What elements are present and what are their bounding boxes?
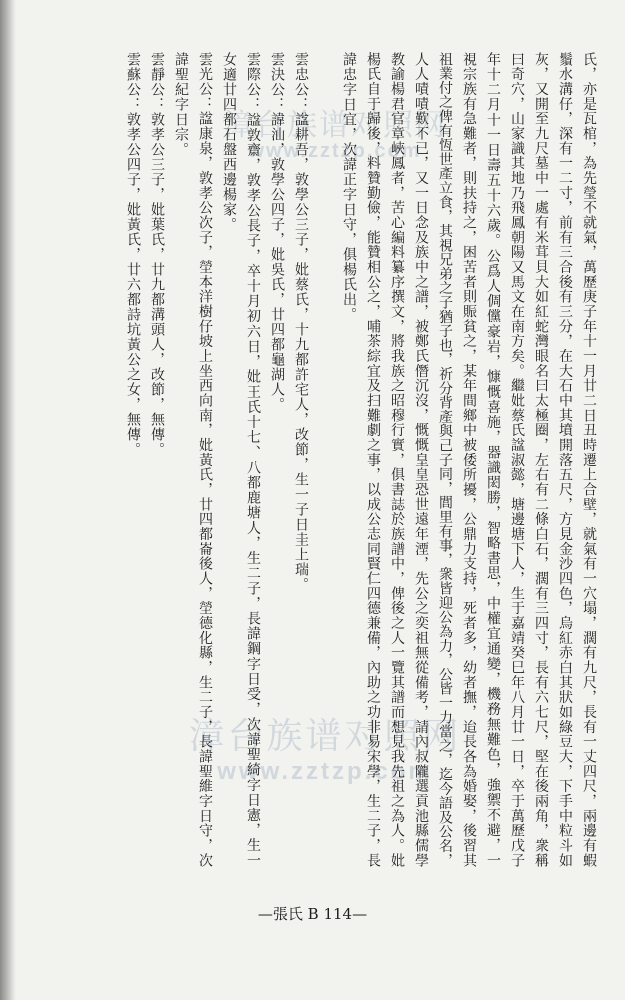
book-binding-shadow [0, 0, 16, 1000]
text-column-1: 氏，亦是瓦棺，為先瑩不就氣，萬歷庚子年十一月廿二日丑時遷上合壁，就氣有一穴塌，濶有九尺，長有一丈四尺，兩邊有蝦 [581, 52, 597, 867]
watermark-url: www.zztzp.com [217, 758, 433, 785]
text-column-2: 鬚水溝仔，深有一二寸，前有三合後有三分，在大石中其墳開落五尺，方見金沙四色，烏紅赤白其狀如綠豆大，下手中粒斗如 [557, 52, 573, 867]
text-column-5: 年十二月十一日壽五十六歲。公爲人倜儻豪岩，慷慨喜施，器識閎勝，智略書思，中權宜通變，機務無難色，強禦不避，一 [485, 52, 501, 867]
text-column-10: 楊氏自于歸後，料贊勤儉，能贊相公之，哺茶綜宜及扫難劇之事，以成公志同賢仁四德兼備，內助之功非易宋學，生二子，長 [365, 52, 381, 867]
page-number-footer: —張氏 B 114— [257, 905, 368, 923]
genealogy-entry-yunjing: 雲靜公：敦孝公三子，妣葉氏，廿九都溝頭人，改節，無傳。 [149, 52, 165, 457]
genealogy-entry-yunjue: 雲決公：諱汕，敦學公四子，妣吳氏，廿四都龜湖人。 [269, 52, 285, 412]
text-column-8: 人人嘖嘖歎不已，又一日念及族中之譜，被鄭氏僭沉沒，慨慨皇皇恐世遠年湮，先公之奕祖無從備考，請內叔隴選貢池縣儒學 [413, 52, 429, 867]
watermark-site-name: 漳台族谱对照网 [223, 108, 447, 143]
text-column-9: 教諭楊君官章峽鳳者，苦心編料纂序撰文，將我族之昭穆行實，俱書誌於族譜中，俾後之人一覽其譜而想見我先祖之為人。妣 [389, 52, 405, 867]
genealogy-entry-yunzhong: 雲忠公：諡耕吾，敦學公三子，妣蔡氏，十九都許宅人，改節，生一子日圭上瑞。 [293, 52, 309, 592]
text-column-3: 灰，又開至九尺墓中一處有米茸貝大如紅蛇灣眼名曰太極圈，左右有二條白石，濶有三四寸，長有六七尺，堅在後兩角，衆稱 [533, 52, 549, 867]
genealogy-entry-yunguang: 雲光公：諡康泉，敦孝公次子，塋本洋樹仔坡上坐西向南，妣黃氏，廿四都崙後人，塋德化縣，生二子，長諱聖維字日守，次 [197, 52, 213, 867]
genealogy-entry-yunji: 雲際公：諡敦齋，敦孝公長子，卒十月初六日，妣王氏十七、八都鹿塘人，生二子，長諱鋼字日受，次諱聖綺字日憲，生一 [245, 52, 261, 867]
text-column-4: 曰奇穴，山家識其地乃飛鳳朝陽又馬文在南方矣。繼妣蔡氏諡淑懿，塘邊塘下人，生于嘉靖癸巳年八月廿一日，卒于萬歷戊子 [509, 52, 525, 867]
genealogy-entry-yunsu: 雲蘇公：敦孝公四子，妣黃氏，廿六都詩坑黃公之女，無傳。 [125, 52, 141, 457]
watermark-site-name: 漳台族谱对照网 [188, 716, 462, 757]
text-column-6: 視宗族有急難者，則扶持之，困苦者則賑貧之，某年間鄉中被倭所擾，公鼎力支持，死者多，幼者撫，迨長各為婚娶，後習其 [461, 52, 477, 867]
genealogy-entry-yunguang-cont: 諱聖紀字日宗。 [173, 52, 189, 157]
text-column-7: 祖業付之俾有恆世產立食，其視兄弟之子猶子也，祈分背產與己子同，閭里有事，衆皆迎公為力，公皆一力當之，迄今語及公名， [437, 52, 453, 867]
text-column-11: 諱忠字日宜，次諱正字日守，俱楊氏出。 [341, 52, 357, 322]
genealogy-entry-yunji-cont: 女適廿四都石盤西邊楊家。 [221, 52, 237, 232]
watermark-url: www.zztzp.com [248, 140, 422, 162]
